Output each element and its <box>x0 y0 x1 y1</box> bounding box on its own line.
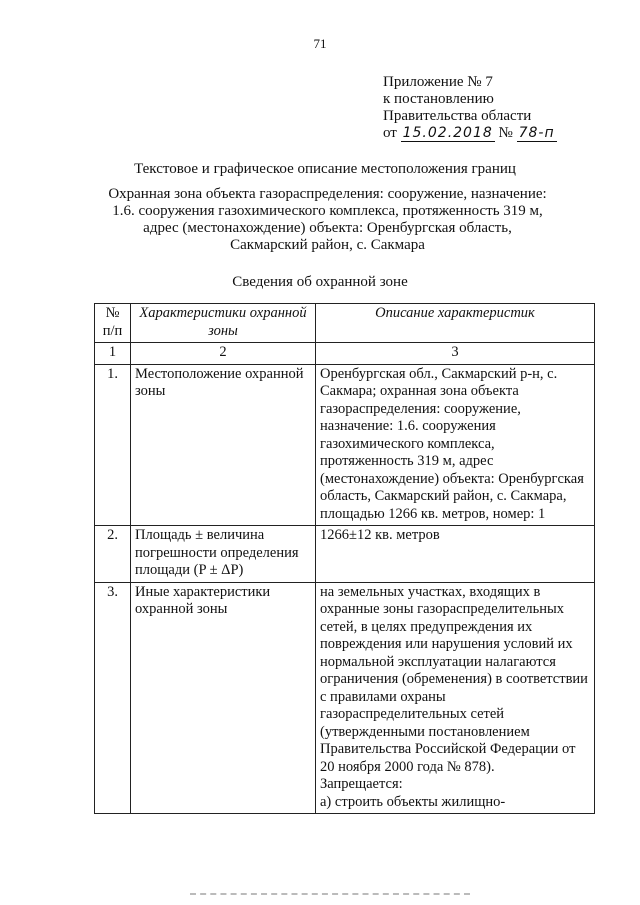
appendix-number: 78-п <box>518 125 555 141</box>
appendix-from-prefix: от <box>383 125 397 141</box>
appendix-date-line <box>383 125 623 142</box>
row-name: Площадь ± величина погрешности определения площади (P ± ΔP) <box>131 526 316 583</box>
row-desc-item-a: а) строить объекты жилищно- <box>320 793 506 810</box>
header-num: № п/п <box>95 304 131 343</box>
row-desc: на земельных участках, входящих в охранные зоны газораспределительных сетей, в целях предупреждения их повреждения или нарушения условий их нормальной эксплуатации налагаются ограничения (обременения) в соответствии с правилами охраны газораспределительных сетей (утвержденными постановлением Правительства Российской Федерации от 20 ноября 2000 года № 878). <box>320 583 588 775</box>
zone-table <box>94 303 595 814</box>
row-desc: 1266±12 кв. метров <box>316 526 595 583</box>
col-number-1: 1 <box>95 343 131 365</box>
table-row <box>95 526 595 583</box>
appendix-date: 15.02.2018 <box>402 125 493 141</box>
document-title: Текстовое и графическое описание местоположения границ <box>134 161 516 177</box>
col-number-3: 3 <box>316 343 595 365</box>
header-description: Описание характеристик <box>316 304 595 343</box>
row-name: Иные характеристики охранной зоны <box>131 582 316 814</box>
page-number: 71 <box>313 36 327 51</box>
row-num: 3. <box>95 582 131 814</box>
table-row <box>95 582 595 814</box>
row-desc-prohibited: Запрещается: <box>320 776 403 792</box>
header-characteristics: Характеристики охранной зоны <box>131 304 316 343</box>
appendix-line-3: Правительства области <box>383 108 532 124</box>
table-row <box>95 364 595 526</box>
section-title: Сведения об охранной зоне <box>232 274 408 290</box>
appendix-no-prefix: № <box>498 125 513 141</box>
row-desc: Оренбургская обл., Сакмарский р-н, с. Сакмара; охранная зона объекта газораспределения: сооружение, назначение: 1.6. сооружения газохимического комплекса, протяженность 319 м, адрес (местонахождение) объекта: Оренбургская область, Сакмарский район, с. Сакмара, площадью 1266 кв. метров, номер: 1 <box>316 364 595 526</box>
row-num: 1. <box>95 364 131 526</box>
table-header-row <box>95 304 595 343</box>
page-footer-rule <box>190 893 470 899</box>
column-number-row <box>95 343 595 365</box>
row-name: Местоположение охранной зоны <box>131 364 316 526</box>
appendix-block <box>383 74 623 142</box>
row-desc-cell <box>316 582 595 814</box>
appendix-line-1: Приложение № 7 <box>383 74 493 90</box>
document-subtitle: Охранная зона объекта газораспределения: сооружение, назначение: 1.6. сооружения газохимического комплекса, протяженность 319 м, адрес (местонахождение) объекта: Оренбургская область, Сакмарский район, с. Сакмара <box>108 186 547 253</box>
appendix-line-2: к постановлению <box>383 91 494 107</box>
row-num: 2. <box>95 526 131 583</box>
col-number-2: 2 <box>131 343 316 365</box>
